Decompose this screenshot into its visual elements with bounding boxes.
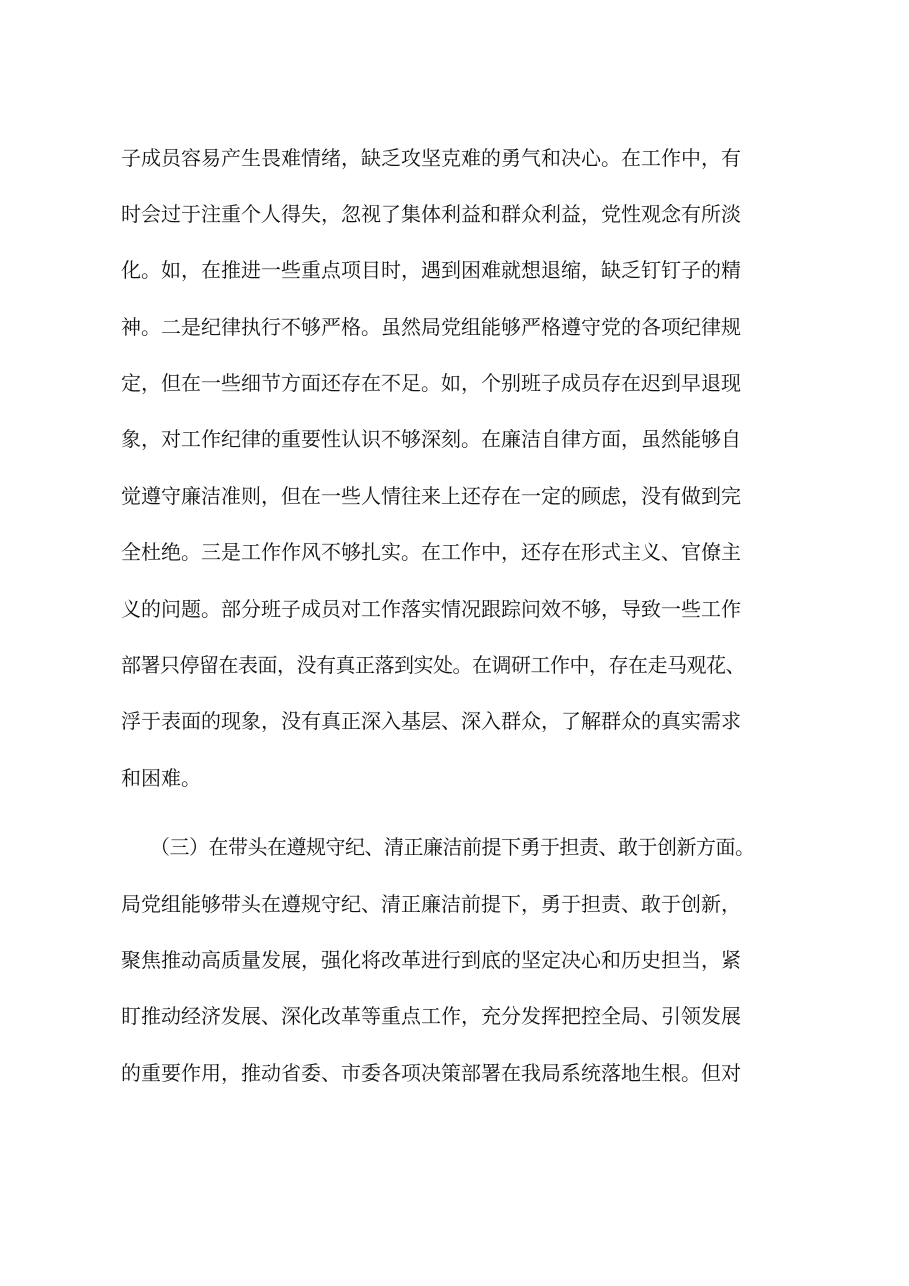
- text-line: 定，但在一些细节方面还存在不足。如，个别班子成员存在迟到早退现: [121, 371, 741, 395]
- text-line: 部署只停留在表面，没有真正落到实处。在调研工作中，存在走马观花、: [121, 653, 745, 677]
- text-line: 和困难。: [121, 766, 201, 790]
- text-line: 的重要作用，推动省委、市委各项决策部署在我局系统落地生根。但对: [121, 1061, 741, 1085]
- text-line: 化。如，在推进一些重点项目时，遇到困难就想退缩，缺乏钉钉子的精: [121, 258, 741, 282]
- text-line: 子成员容易产生畏难情绪，缺乏攻坚克难的勇气和决心。在工作中，有: [121, 146, 741, 170]
- text-line: 局党组能够带头在遵规守纪、清正廉洁前提下，勇于担责、敢于创新，: [121, 892, 741, 916]
- text-line: 神。二是纪律执行不够严格。虽然局党组能够严格遵守党的各项纪律规: [121, 315, 741, 339]
- section-heading-line: （三）在带头在遵规守纪、清正廉洁前提下勇于担责、敢于创新方面。: [150, 835, 755, 859]
- text-line: 象，对工作纪律的重要性认识不够深刻。在廉洁自律方面，虽然能够自: [121, 427, 741, 451]
- text-line: 浮于表面的现象，没有真正深入基层、深入群众，了解群众的真实需求: [121, 709, 741, 733]
- text-line: 觉遵守廉洁准则，但在一些人情往来上还存在一定的顾虑，没有做到完: [121, 484, 741, 508]
- text-line: 盯推动经济发展、深化改革等重点工作，充分发挥把控全局、引领发展: [121, 1004, 741, 1028]
- text-line: 义的问题。部分班子成员对工作落实情况跟踪问效不够，导致一些工作: [121, 597, 741, 621]
- text-line: 时会过于注重个人得失，忽视了集体利益和群众利益，党性观念有所淡: [121, 202, 741, 226]
- text-line: 聚焦推动高质量发展，强化将改革进行到底的坚定决心和历史担当，紧: [121, 948, 741, 972]
- text-line: 全杜绝。三是工作作风不够扎实。在工作中，还存在形式主义、官僚主: [121, 540, 741, 564]
